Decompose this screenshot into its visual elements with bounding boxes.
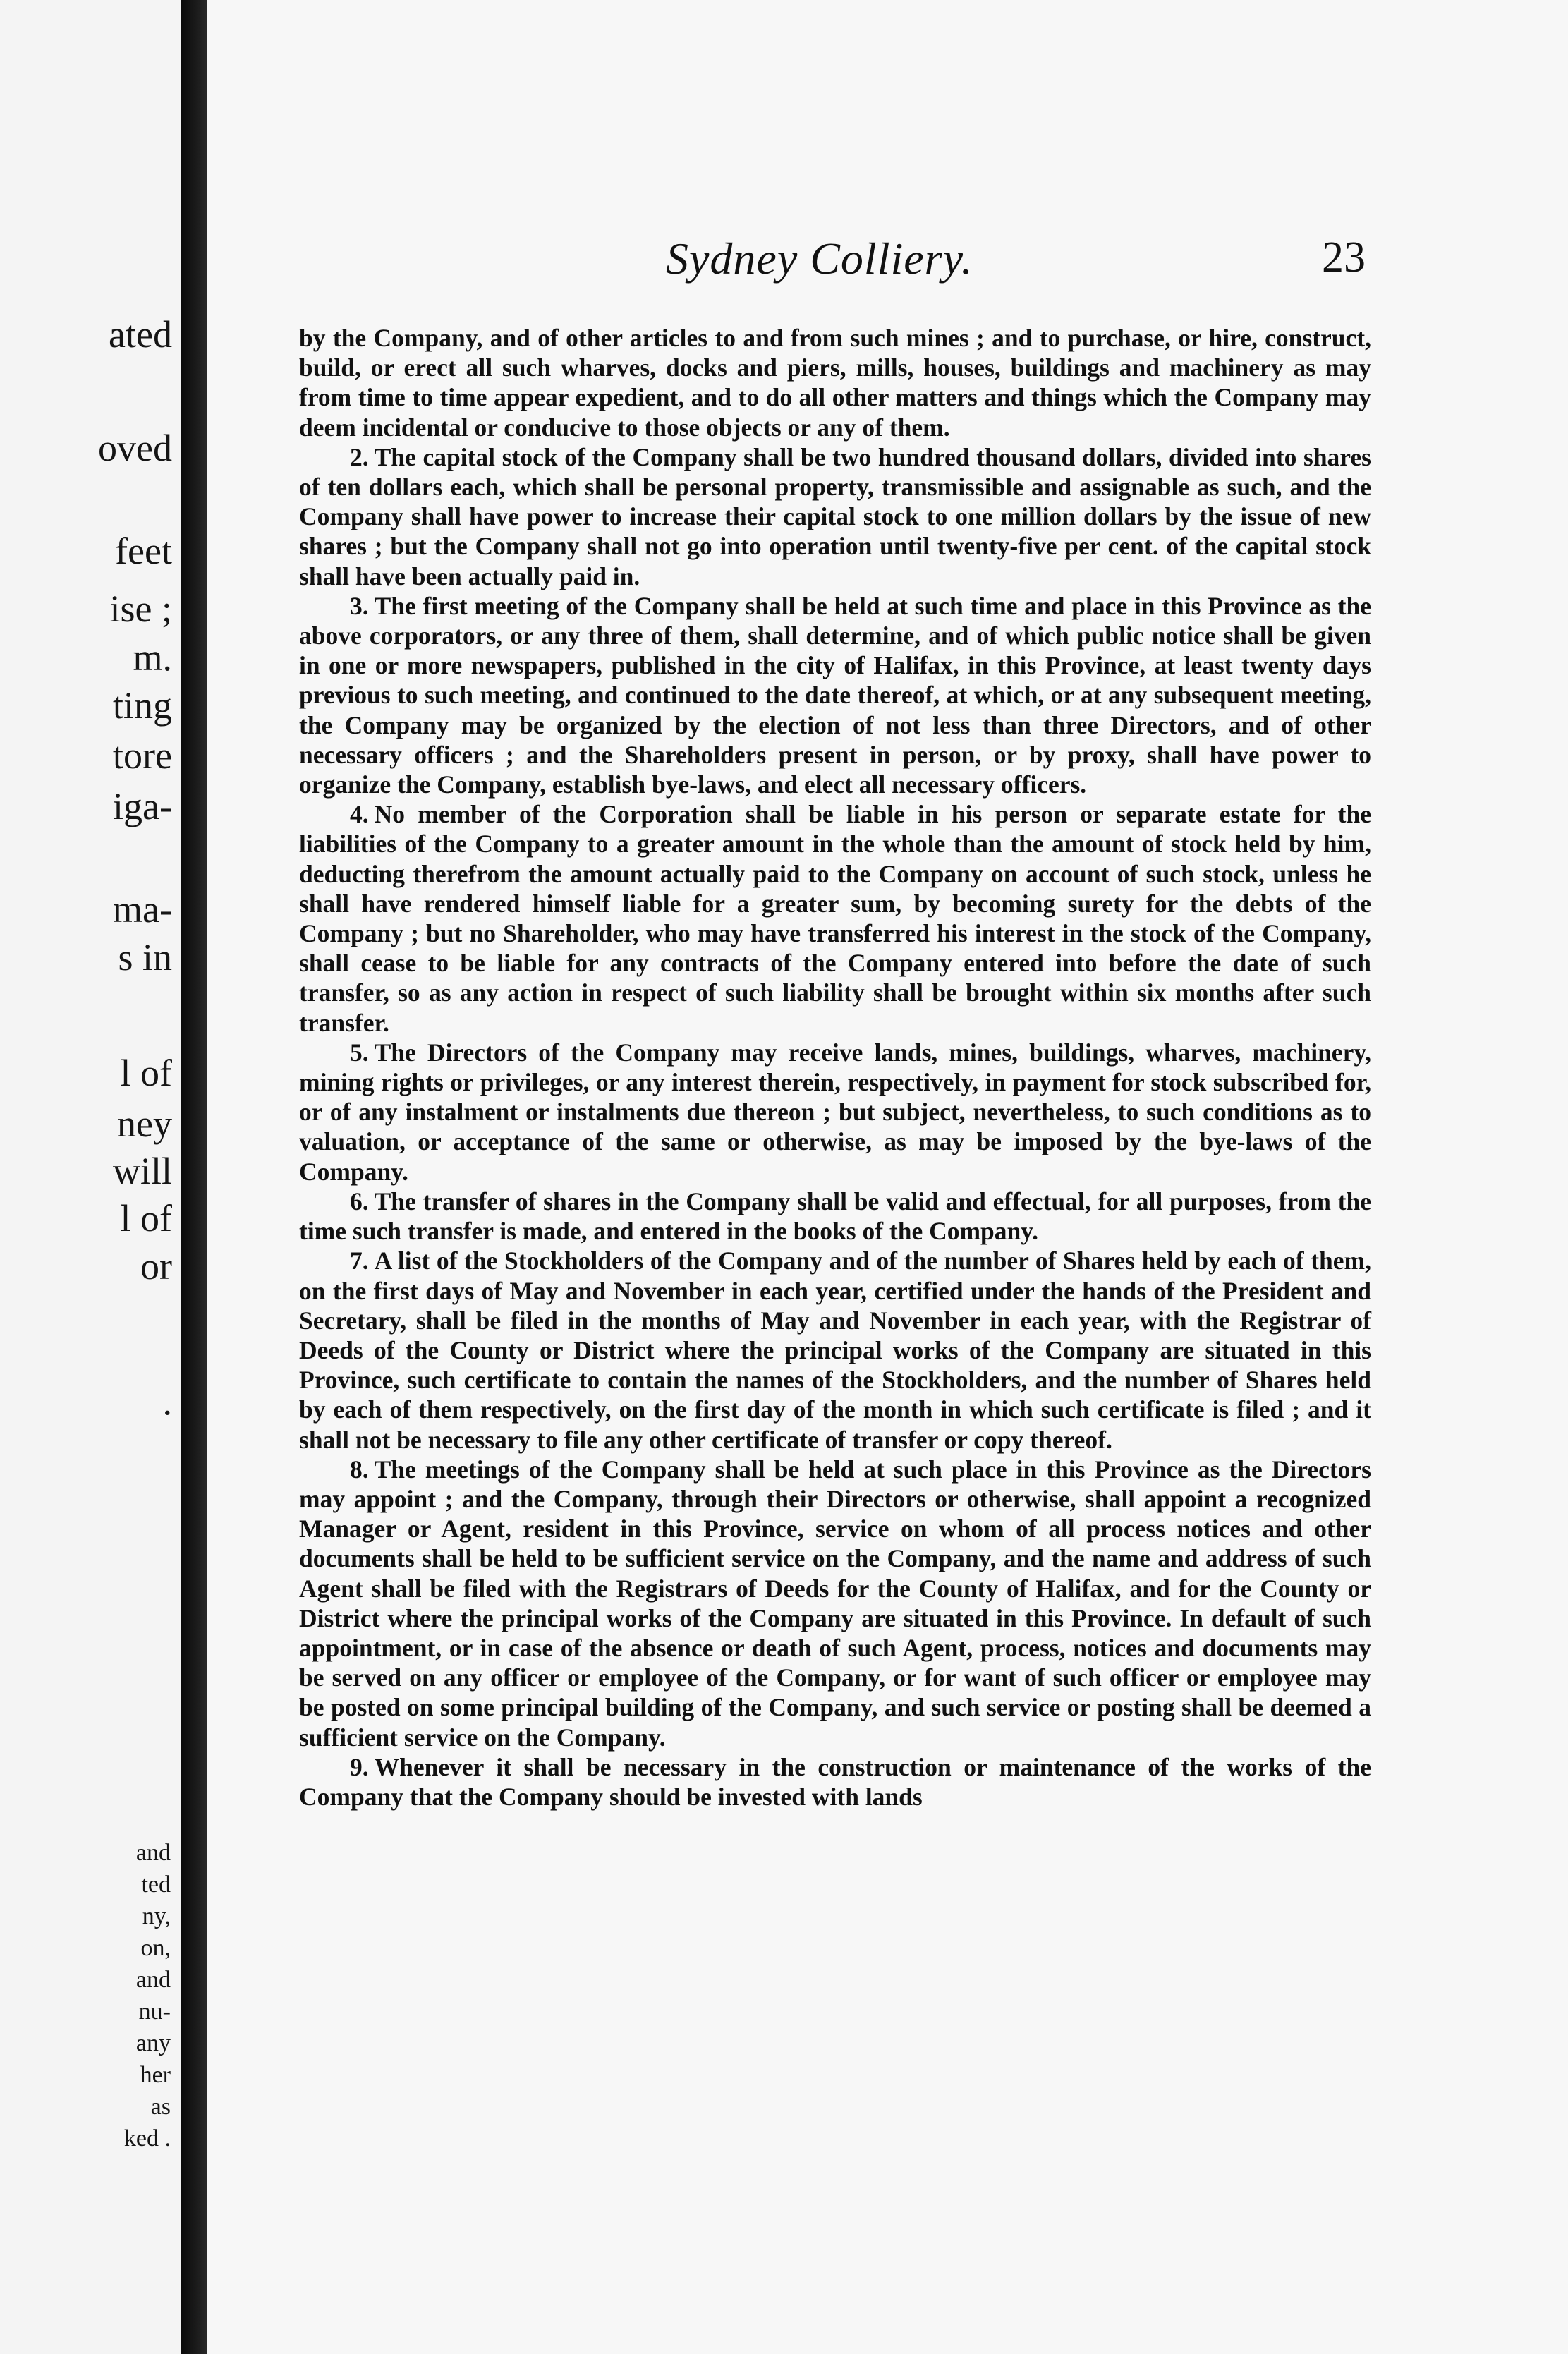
section-text: The transfer of shares in the Company shall be valid and effectual, for all purposes, from the time such transfer is made, and entered in the books of the Company. — [299, 1187, 1371, 1246]
page-number: 23 — [1322, 233, 1366, 281]
document-page — [207, 0, 1568, 2354]
section-paragraph — [299, 1455, 1371, 1752]
book-binding-gutter — [181, 0, 207, 2354]
fragment-text: ney — [117, 1103, 172, 1145]
section-number: 6. — [350, 1187, 369, 1215]
section-number: 7. — [350, 1246, 369, 1275]
fragment-text: or — [140, 1245, 172, 1287]
fragment-text: and — [135, 1840, 171, 1866]
section-number: 8. — [350, 1455, 369, 1484]
running-head — [207, 233, 1568, 289]
facing-page-fragments — [0, 0, 181, 2354]
fragment-text: ma- — [113, 888, 172, 930]
section-paragraph — [299, 1246, 1371, 1454]
section-text: The Directors of the Company may receive lands, mines, buildings, wharves, machinery, mining rights or privileges, or any interest therein, respectively, in payment for stock subscribed for, or of any instalment or instalments due thereon ; but subject, nevertheless, to such conditions as to valuation, or acceptance of the same or otherwise, as may be imposed by the bye-laws of the Company. — [299, 1038, 1371, 1186]
section-text: The capital stock of the Company shall be two hundred thousand dollars, divided into shares of ten dollars each, which shall be personal property, transmissible and assignable as such, and the Company shall have power to increase their capital stock to one million dollars by the issue of new shares ; but the Company shall not go into operation until twenty-five per cent. of the capital stock shall have been actually paid in. — [299, 442, 1371, 590]
fragment-text: iga- — [113, 785, 172, 827]
section-text: No member of the Corporation shall be liable in his person or separate estate for the liabilities of the Company to a greater amount in the whole than the amount of stock held by him, deducting therefrom the amount actually paid to the Company on account of such stock, unless he shall have rendered himself liable for a greater sum, by becoming surety for the debts of the Company ; but no Shareholder, who may have transferred his interest in the stock of the Company, shall cease to be liable for any contracts of the Company entered into before the date of such transfer, so as any action in respect of such liability shall be brought within six months after such transfer. — [299, 800, 1371, 1037]
fragment-text: ise ; — [109, 588, 172, 630]
opening-paragraph: by the Company, and of other articles to and from such mines ; and to purchase, or hire, construct, build, or erect all such wharves, docks and piers, mills, houses, buildings and machinery as may from time to time appear expedient, and to do all other matters and things which the Company may deem incidental or conducive to those objects or any of them. — [299, 324, 1371, 442]
fragment-text: tore — [113, 734, 172, 777]
section-paragraph — [299, 799, 1371, 1038]
fragment-text: any — [135, 2030, 171, 2056]
fragment-text: ting — [112, 684, 172, 727]
fragment-text: ted — [141, 1871, 171, 1898]
section-text: The meetings of the Company shall be held at such place in this Province as the Directors may appoint ; and the Company, through their Directors or otherwise, shall appoint a recognized Manager or Agent, resident in this Province, service on whom of all process notices and other documents shall be held to be sufficient service on the Company, and the name and address of such Agent shall be filed with the Registrars of Deeds for the County of Halifax, and for the County or District where the principal works of the Company are situated in this Province. In default of such appointment, or in case of the absence or death of such Agent, process, notices and documents may be served on any officer or employee of the Company, or for want of such officer or employee may be posted on some principal building of the Company, and such service or posting shall be deemed a sufficient service on the Company. — [299, 1455, 1371, 1752]
fragment-text: ked . — [123, 2125, 171, 2152]
fragment-text: ated — [109, 313, 172, 356]
section-text: Whenever it shall be necessary in the construction or maintenance of the works of the Company that the Company should be invested with lands — [299, 1752, 1371, 1811]
section-paragraph — [299, 1187, 1371, 1246]
fragment-text: m. — [133, 636, 172, 679]
fragment-text: oved — [98, 427, 172, 469]
fragment-text: feet — [115, 530, 172, 572]
section-number: 9. — [350, 1752, 369, 1781]
section-number: 5. — [350, 1038, 369, 1067]
fragment-text: and — [135, 1967, 171, 1993]
fragment-text: nu- — [138, 1998, 171, 2025]
running-title: Sydney Colliery. — [666, 233, 973, 284]
fragment-text: will — [112, 1150, 172, 1192]
facing-page-edge — [0, 0, 181, 2354]
section-paragraph — [299, 442, 1371, 591]
section-number: 3. — [350, 591, 369, 620]
section-number: 2. — [350, 442, 369, 471]
fragment-text: s in — [118, 936, 172, 978]
fragment-text: ny, — [142, 1903, 171, 1929]
section-text: The first meeting of the Company shall be held at such time and place in this Province as the above corporators, or any three of them, shall determine, and of which public notice shall be given in one or more newspapers, published in the city of Halifax, in this Province, at least twenty days previous to such meeting, and continued to the date thereof, at which, or at any subsequent meeting, the Company may be organized by the election of not less than three Directors, and of other necessary officers ; and the Shareholders present in person, or by proxy, shall have power to organize the Company, establish bye-laws, and elect all necessary officers. — [299, 591, 1371, 799]
section-paragraph — [299, 1752, 1371, 1812]
section-paragraph — [299, 591, 1371, 799]
body-text — [299, 323, 1371, 1812]
fragment-text: her — [140, 2062, 171, 2088]
fragment-text: as — [150, 2094, 171, 2120]
fragment-text: . — [162, 1381, 172, 1423]
fragment-text: l of — [120, 1052, 172, 1094]
section-text: A list of the Stockholders of the Company and of the number of Shares held by each of them, on the first days of May and November in each year, certified under the hands of the President and Secretary, shall be filed in the months of May and November in each year, with the Registrar of Deeds of the County or District where the principal works of the Company are situated in this Province, such certificate to contain the names of the Stockholders, and the number of Shares held by each of them respectively, on the first day of the month in which such certificate is filed ; and it shall not be necessary to file any other certificate of transfer or copy thereof. — [299, 1246, 1371, 1454]
section-paragraph — [299, 1038, 1371, 1187]
section-number: 4. — [350, 800, 369, 829]
fragment-text: on, — [140, 1935, 171, 1961]
fragment-text: l of — [120, 1197, 172, 1239]
